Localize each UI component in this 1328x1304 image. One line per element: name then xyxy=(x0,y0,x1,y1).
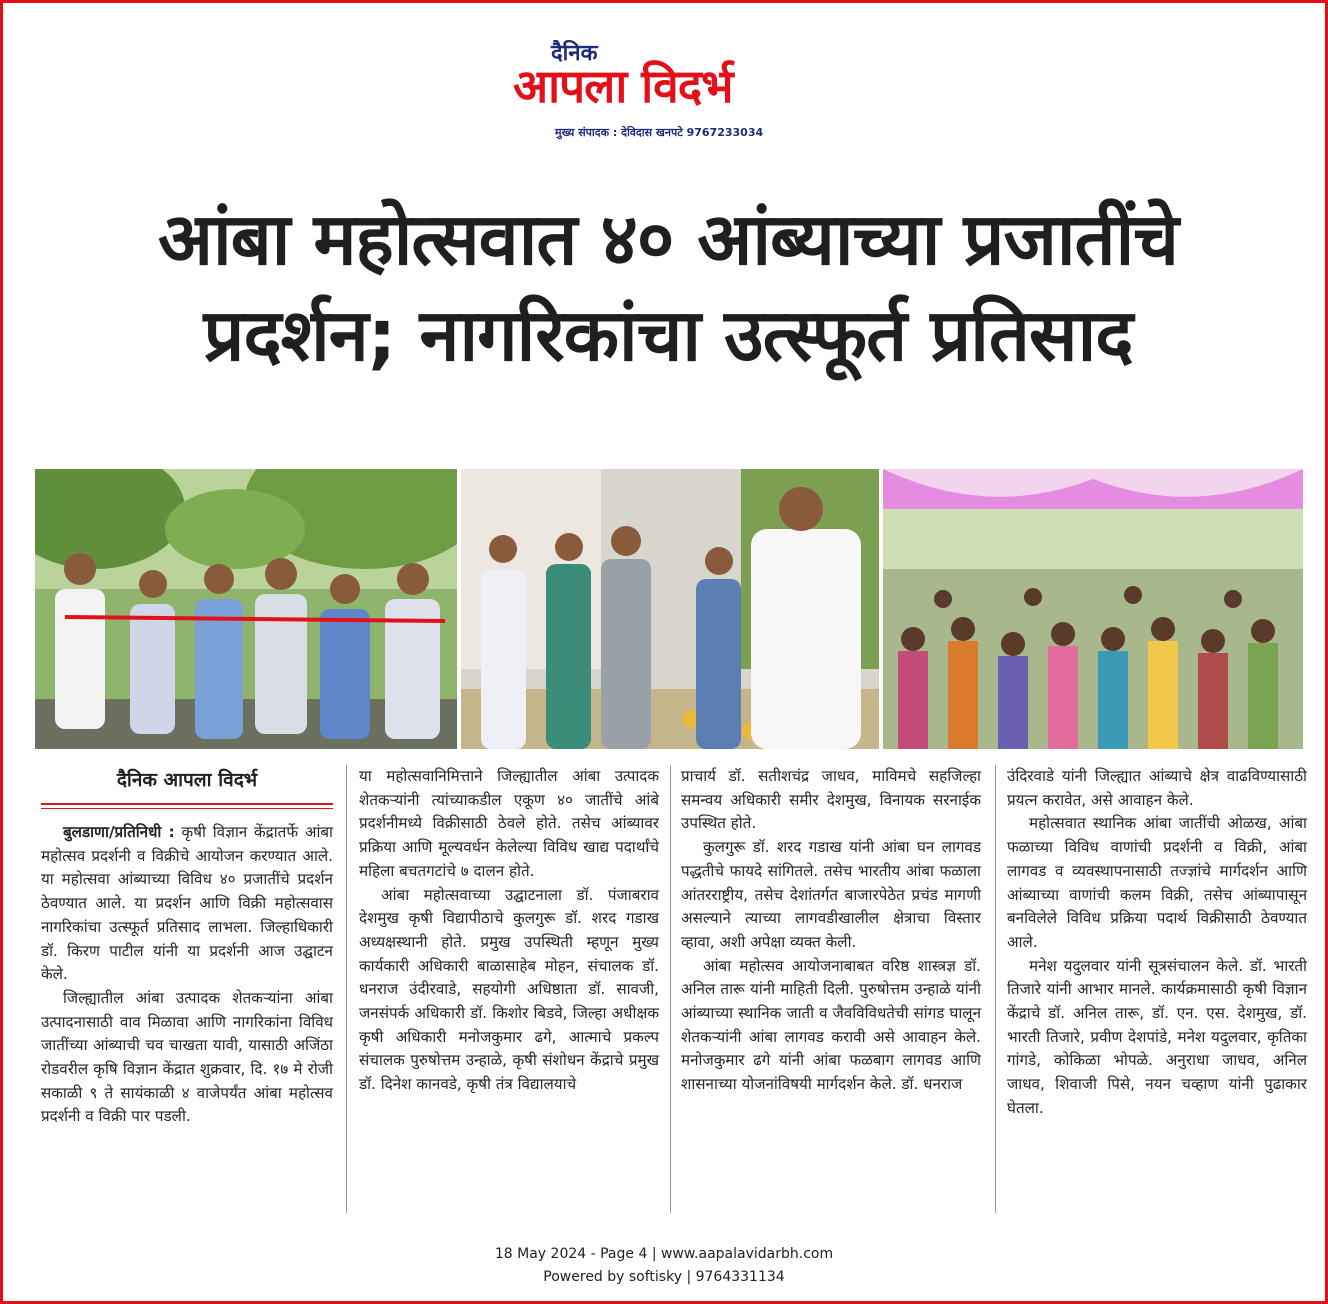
article-paragraph: मनेश यदुलवार यांनी सूत्रसंचालन केले. डॉ. भारती तिजारे यांनी आभार मानले. कार्यक्रमासाठी कृषी विज्ञान केंद्राचे डॉ. अनिल तारू, डॉ. एन. एस. देशमुख, डॉ. भारती तिजारे, प्रवीण देशपांडे, मनेश यदुलवार, कृतिका गांगडे, कोकिळा भोपळे. अनुराधा जाधव, अनिल जाधव, शिवाजी पिसे, नयन चव्हाण यांनी पुढाकार घेतला. xyxy=(1007,956,1307,1117)
masthead-logo-name: आपला विदर्भ xyxy=(513,59,733,113)
masthead-daily: दैनिक xyxy=(551,41,598,66)
headline xyxy=(33,191,1303,383)
article-paragraph: आंबा महोत्सव आयोजनाबाबत वरिष्ठ शास्त्रज्ञ डॉ. अनिल तारू यांनी माहिती दिली. पुरुषोत्तम उन्हाळे यांनी आंब्याच्या स्थानिक जाती व जैवविविधतेची सांगड घालून शेतकऱ्यांनी आंबा लागवड करावी असे आवाहन केले. मनोजकुमार ढगे यांनी आंबा फळबाग लागवड आणि शासनाच्या योजनांविषयी मार्गदर्शन केले. डॉ. धनराज xyxy=(681,956,981,1094)
article-paragraph: जिल्ह्यातील आंबा उत्पादक शेतकऱ्यांना आंबा उत्पादनासाठी वाव मिळावा आणि नागरिकांना विविध जातींच्या आंब्याची चव चाखता यावी, यासाठी अजिंठा रोडवरील कृषि विज्ञान केंद्रात शुक्रवार, दि. १७ मे रोजी सकाळी ९ ते सायंकाळी ४ वाजेपर्यंत आंबा महोत्सव प्रदर्शनी व विक्री पार पडली. xyxy=(41,988,333,1126)
article-paragraph: या महोत्सवानिमित्ताने जिल्ह्यातील आंबा उत्पादक शेतकऱ्यांनी त्यांच्याकडील एकूण ४० जातींचे आंबे प्रदर्शनीमध्ये विक्रीसाठी ठेवले होते. तसेच आंब्यावर प्रक्रिया आणि मूल्यवर्धन केलेल्या विविध खाद्य पदार्थांचे महिला बचतगटांचे ७ दालन होते. xyxy=(359,767,659,880)
footer-date-page-url: 18 May 2024 - Page 4 | www.aapalavidarbh.com xyxy=(494,1246,834,1262)
byline-rule-thin xyxy=(41,808,333,809)
byline-rule xyxy=(41,803,333,805)
photo-mango-inspection xyxy=(461,469,879,749)
article-paragraph: आंबा महोत्सवाच्या उद्घाटनाला डॉ. पंजाबराव देशमुख कृषी विद्यापीठाचे कुलगुरू डॉ. शरद गडाख अध्यक्षस्थानी होते. प्रमुख उपस्थिती म्हणून मुख्य कार्यकारी अधिकारी बाळासाहेब मोहन, संचालक डॉ. धनराज उंदीरवाडे, सहयोगी अधिष्ठाता डॉ. सावजी, जनसंपर्क अधिकारी डॉ. किशोर बिडवे, जिल्हा अधीक्षक कृषी अधिकारी मनोजकुमार ढगे, आत्माचे प्रकल्प संचालक पुरुषोत्तम उन्हाळे, कृषी संशोधन केंद्राचे प्रमुख डॉ. दिनेश कानवडे, कृषी तंत्र विद्यालयाचे xyxy=(359,885,659,1094)
byline-text: दैनिक आपला विदर्भ xyxy=(116,769,258,791)
photo-ribbon-cutting xyxy=(35,469,457,749)
article-column-1 xyxy=(41,821,333,1129)
article-column-4 xyxy=(1007,765,1307,1121)
article-paragraph xyxy=(41,821,333,987)
article-text: कृषी विज्ञान केंद्रातर्फे आंबा महोत्सव प्रदर्शनी व विक्रीचे आयोजन करण्यात आले. या महोत्सवा आंब्याच्या विविध ४० प्रजातींचे प्रदर्शन ठेवण्यात आले. या प्रदर्शन आणि विक्री महोत्सवास नागरिकांचा उत्स्फूर्त प्रतिसाद लाभला. जिल्हाधिकारी डॉ. किरण पाटील यांनी या प्रदर्शनी आज उद्घाटन केले. xyxy=(41,823,333,984)
headline-line-2: प्रदर्शन; नागरिकांचा उत्स्फूर्त प्रतिसाद xyxy=(203,293,1133,377)
column-divider xyxy=(995,765,996,1213)
article-column-2 xyxy=(359,765,659,1097)
byline xyxy=(41,763,333,807)
masthead-editor: मुख्य संपादक : देविदास खनपटे 9767233034 xyxy=(555,126,764,139)
dateline: बुलडाणा/प्रतिनिधी : xyxy=(63,823,175,841)
column-divider xyxy=(670,765,671,1213)
headline-line-1: आंबा महोत्सवात ४० आंब्याच्या प्रजातींचे xyxy=(158,197,1178,281)
footer-powered-by: Powered by softisky | 9764331134 xyxy=(543,1269,785,1285)
footer xyxy=(3,1243,1325,1289)
article-paragraph: प्राचार्य डॉ. सतीशचंद्र जाधव, माविमचे सहजिल्हा समन्वय अधिकारी समीर देशमुख, विनायक सरनाईक उपस्थित होते. xyxy=(681,767,981,833)
article-paragraph: कुलगुरू डॉ. शरद गडाख यांनी आंबा घन लागवड पद्धतीचे फायदे सांगितले. तसेच भारतीय आंबा फळाला आंतरराष्ट्रीय, तसेच देशांतर्गत बाजारपेठेत प्रचंड मागणी असल्याने त्याच्या लागवडीखालील क्षेत्राचा विस्तार व्हावा, अशी अपेक्षा व्यक्त केली. xyxy=(681,838,981,951)
article-column-3 xyxy=(681,765,981,1097)
photo-audience xyxy=(883,469,1303,749)
article-paragraph: महोत्सवात स्थानिक आंबा जातींची ओळख, आंबा फळाच्या विविध वाणांची प्रदर्शनी व विक्री, आंबा लागवड व व्यवस्थापनासाठी तज्ज्ञांचे मार्गदर्शन आणि आंब्याच्या वाणांची कलम विक्री, तसेच आंब्यापासून बनविलेले विविध प्रक्रिया पदार्थ विक्रीसाठी ठेवण्यात आले. xyxy=(1007,814,1307,951)
article-paragraph: उंदिरवाडे यांनी जिल्ह्यात आंब्याचे क्षेत्र वाढविण्यासाठी प्रयत्न करावेत, असे आवाहन केले. xyxy=(1007,767,1307,809)
column-divider xyxy=(346,765,347,1213)
